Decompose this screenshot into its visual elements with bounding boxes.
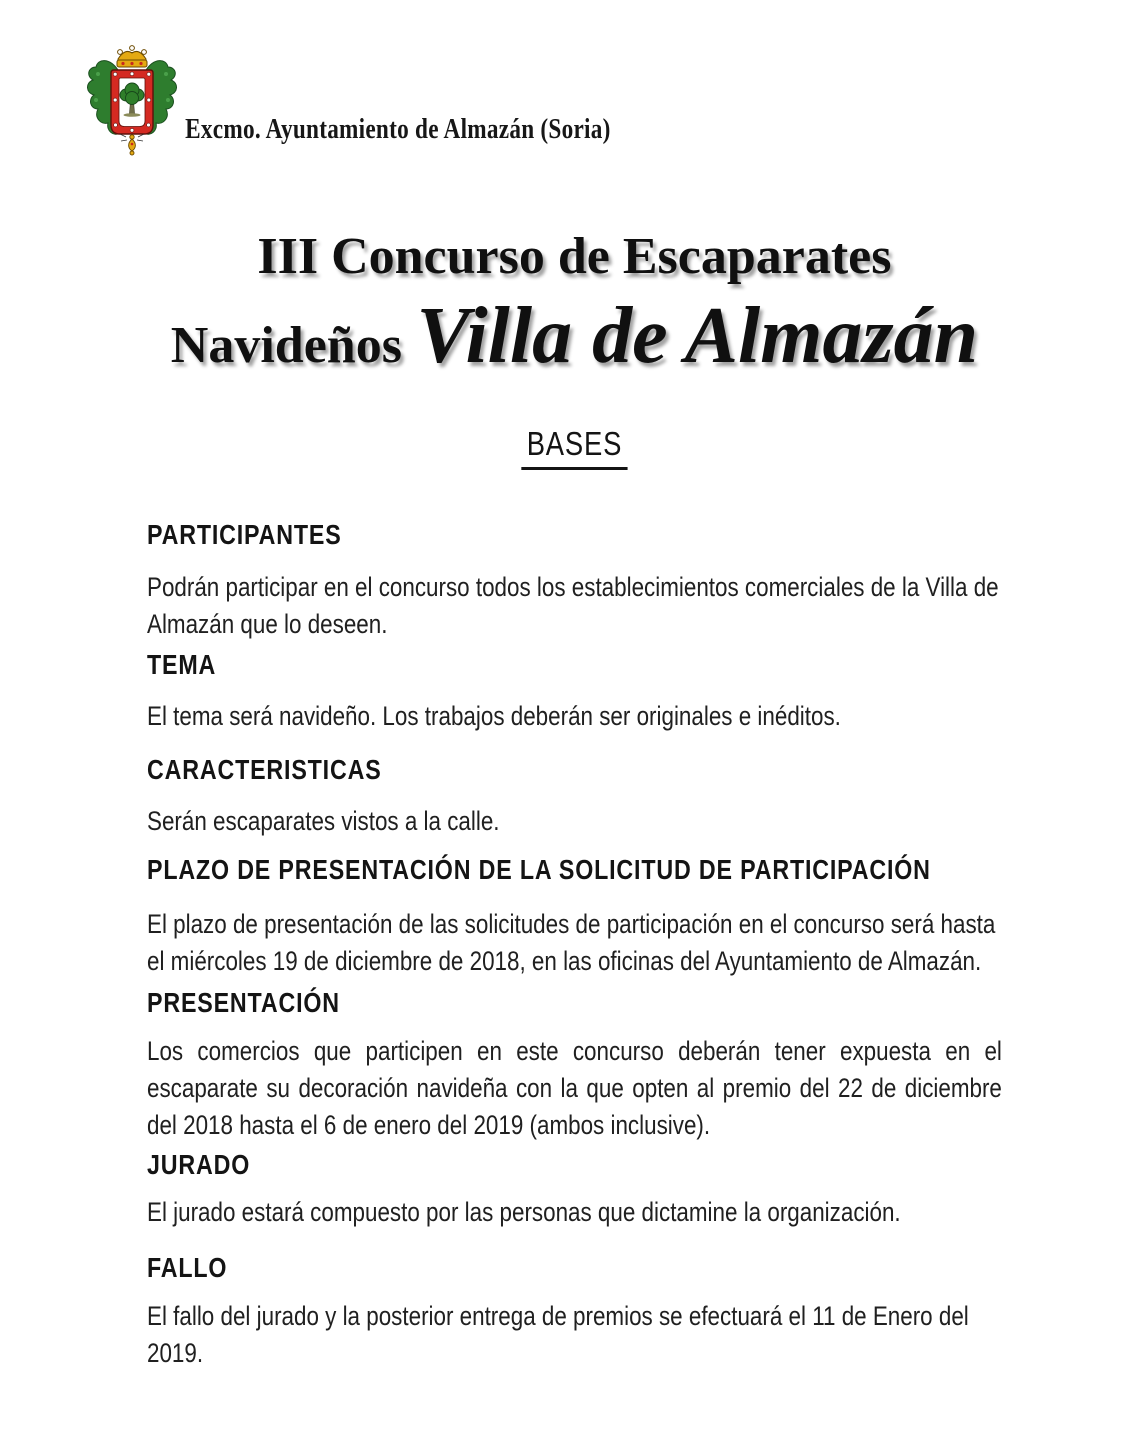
section-body-jurado: El jurado estará compuesto por las personas que dictamine la organización.: [147, 1197, 901, 1227]
doc-title-line-2: [59, 290, 1089, 392]
section-heading-caracteristicas: CARACTERISTICAS: [147, 754, 382, 785]
bases-subtitle-row: [147, 425, 1002, 470]
section-body-tema: El tema será navideño. Los trabajos deberán ser originales e inéditos.: [147, 701, 841, 731]
section-body-participantes: Podrán participar en el concurso todos los establecimientos comerciales de la Villa de Almazán que lo deseen.: [147, 572, 999, 639]
section-heading-jurado: JURADO: [147, 1149, 251, 1180]
section-body-presentacion: Los comercios que participen en este concurso deberán tener expuesta en el escaparate su decoración navideña con la que opten al premio del 22 de diciembre del 2018 hasta el 6 de enero del 2019 (ambos inclusive).: [147, 1036, 1002, 1140]
section-heading-fallo: FALLO: [147, 1252, 228, 1283]
section-body-fallo: El fallo del jurado y la posterior entrega de premios se efectuará el 11 de Enero del 2019.: [147, 1301, 969, 1368]
section-heading-participantes: PARTICIPANTES: [147, 519, 342, 550]
section-heading-tema: TEMA: [147, 649, 217, 680]
document-content: [147, 0, 1002, 1441]
header-org-name: Excmo. Ayuntamiento de Almazán (Soria): [185, 114, 611, 145]
section-body-plazo: El plazo de presentación de las solicitudes de participación en el concurso será hasta el miércoles 19 de diciembre de 2018, en las oficinas del Ayuntamiento de Almazán.: [147, 909, 996, 976]
bases-subtitle: BASES: [522, 425, 627, 470]
doc-title-line-2-italic: Villa de Almazán: [416, 292, 979, 380]
section-heading-presentacion: PRESENTACIÓN: [147, 987, 340, 1018]
section-body-caracteristicas: Serán escaparates vistos a la calle.: [147, 806, 500, 836]
section-heading-plazo: PLAZO DE PRESENTACIÓN DE LA SOLICITUD DE PARTICIPACIÓN: [147, 854, 931, 885]
doc-title-line-2-regular: Navideños: [170, 317, 402, 374]
doc-title-line-1: III Concurso de Escaparates: [257, 228, 892, 285]
